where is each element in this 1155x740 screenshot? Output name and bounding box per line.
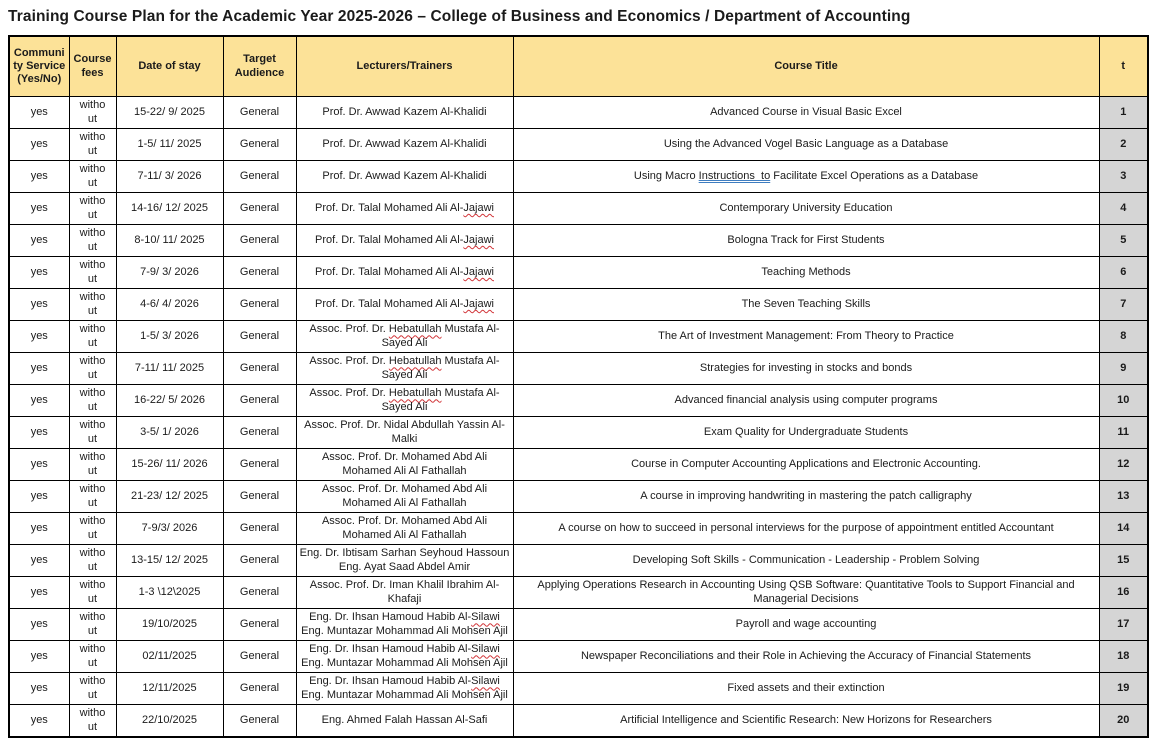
table-row xyxy=(9,129,1148,161)
course-title-text xyxy=(516,170,1097,183)
text-segment: The Seven Teaching Skills xyxy=(741,297,871,310)
course-title-text xyxy=(516,202,1097,215)
course-fees-text: without xyxy=(79,387,106,413)
course-fees-text: without xyxy=(79,259,106,285)
course-title-text xyxy=(516,650,1097,663)
cell-date-of-stay: 7-11/ 3/ 2026 xyxy=(116,161,223,193)
table-row xyxy=(9,513,1148,545)
lecturer-line xyxy=(299,323,511,349)
cell-course-fees xyxy=(69,513,116,545)
cell-course-fees xyxy=(69,641,116,673)
course-title-text xyxy=(516,234,1097,247)
text-segment: Applying Operations Research in Accounting Using QSB Software: Quantitative Tools to Support Financial and Managerial Decisions xyxy=(537,579,1075,605)
cell-date-of-stay: 21-23/ 12/ 2025 xyxy=(116,481,223,513)
header-lecturers-trainers: Lecturers/Trainers xyxy=(296,36,513,97)
cell-course-fees xyxy=(69,705,116,738)
cell-date-of-stay: 16-22/ 5/ 2026 xyxy=(116,385,223,417)
cell-target-audience: General xyxy=(223,225,296,257)
cell-course-title xyxy=(513,321,1099,353)
text-segment: Eng. Ayat Saad Abdel Amir xyxy=(338,560,471,573)
text-segment: Hebatullah xyxy=(388,323,442,336)
text-segment: Assoc. Prof. Dr. Mohamed Abd Ali Mohamed Ali Al Fathallah xyxy=(321,515,488,541)
course-fees-text: without xyxy=(79,227,106,253)
cell-date-of-stay: 7-11/ 11/ 2025 xyxy=(116,353,223,385)
lecturer-line xyxy=(299,138,511,151)
text-segment: Using Macro xyxy=(633,169,699,182)
cell-target-audience: General xyxy=(223,705,296,738)
lecturer-line xyxy=(299,515,511,541)
text-segment: Eng. Ahmed Falah Hassan Al-Safi xyxy=(321,713,488,726)
cell-index: 10 xyxy=(1099,385,1148,417)
cell-target-audience: General xyxy=(223,513,296,545)
cell-lecturers xyxy=(296,225,513,257)
cell-date-of-stay: 02/11/2025 xyxy=(116,641,223,673)
course-fees-text: without xyxy=(79,547,106,573)
cell-course-fees xyxy=(69,321,116,353)
cell-index: 4 xyxy=(1099,193,1148,225)
table-row xyxy=(9,193,1148,225)
lecturer-line xyxy=(299,451,511,477)
text-segment: Prof. Dr. Talal Mohamed Ali Al- xyxy=(315,233,464,246)
cell-lecturers xyxy=(296,385,513,417)
cell-course-title xyxy=(513,705,1099,738)
course-title-text xyxy=(516,458,1097,471)
cell-index: 15 xyxy=(1099,545,1148,577)
lecturer-line xyxy=(299,106,511,119)
lecturer-line xyxy=(299,234,511,247)
cell-lecturers xyxy=(296,417,513,449)
lecturer-line xyxy=(299,579,511,605)
text-segment: Strategies for investing in stocks and bonds xyxy=(699,361,913,374)
cell-index: 19 xyxy=(1099,673,1148,705)
cell-course-fees xyxy=(69,193,116,225)
lecturer-line xyxy=(299,643,511,656)
lecturer-line xyxy=(299,714,511,727)
cell-course-fees xyxy=(69,545,116,577)
course-fees-text: without xyxy=(79,195,106,221)
course-fees-text: without xyxy=(79,451,106,477)
text-segment: Eng. Dr. Ihsan Hamoud Habib Al- xyxy=(309,675,472,688)
cell-course-fees xyxy=(69,449,116,481)
text-segment: Exam Quality for Undergraduate Students xyxy=(703,425,909,438)
table-header xyxy=(9,36,1148,97)
cell-community-service: yes xyxy=(9,673,69,705)
text-segment: Eng. Dr. Ihsan Hamoud Habib Al- xyxy=(309,643,472,656)
cell-date-of-stay: 22/10/2025 xyxy=(116,705,223,738)
text-segment: Jajawi xyxy=(463,201,494,214)
cell-lecturers xyxy=(296,97,513,129)
text-segment: Bologna Track for First Students xyxy=(727,233,885,246)
text-segment: Artificial Intelligence and Scientific Research: New Horizons for Researchers xyxy=(620,713,992,726)
cell-community-service: yes xyxy=(9,385,69,417)
text-segment: Eng. Muntazar Mohammad Ali Mohsen Ajil xyxy=(301,688,508,701)
cell-lecturers xyxy=(296,289,513,321)
text-segment: Mustafa Al-Sayed Ali xyxy=(381,323,500,349)
lecturer-line xyxy=(299,611,511,624)
text-segment: Eng. Muntazar Mohammad Ali Mohsen Ajil xyxy=(301,624,508,637)
text-segment: Assoc. Prof. Dr. Nidal Abdullah Yassin Al-Malki xyxy=(304,419,505,445)
lecturer-line xyxy=(299,547,511,560)
table-row xyxy=(9,385,1148,417)
text-segment: Hebatullah xyxy=(388,355,442,368)
cell-date-of-stay: 1-3 \12\2025 xyxy=(116,577,223,609)
lecturer-line xyxy=(299,298,511,311)
table-row xyxy=(9,257,1148,289)
lecturer-line xyxy=(299,689,511,702)
text-segment: Prof. Dr. Talal Mohamed Ali Al- xyxy=(315,265,464,278)
course-fees-text: without xyxy=(79,515,106,541)
cell-target-audience: General xyxy=(223,289,296,321)
text-segment: Prof. Dr. Talal Mohamed Ali Al- xyxy=(315,201,464,214)
table-row xyxy=(9,609,1148,641)
cell-target-audience: General xyxy=(223,321,296,353)
cell-date-of-stay: 7-9/ 3/ 2026 xyxy=(116,257,223,289)
text-segment: A course on how to succeed in personal interviews for the purpose of appointment entitled Accountant xyxy=(558,521,1054,534)
cell-course-title xyxy=(513,193,1099,225)
cell-course-title xyxy=(513,577,1099,609)
text-segment: Mustafa Al-Sayed Ali xyxy=(381,355,500,381)
cell-community-service: yes xyxy=(9,257,69,289)
cell-index: 5 xyxy=(1099,225,1148,257)
lecturer-line xyxy=(299,266,511,279)
text-segment: Silawi xyxy=(471,643,500,656)
cell-index: 12 xyxy=(1099,449,1148,481)
cell-lecturers xyxy=(296,193,513,225)
course-title-text xyxy=(516,298,1097,311)
cell-lecturers xyxy=(296,673,513,705)
table-row xyxy=(9,577,1148,609)
cell-course-title xyxy=(513,513,1099,545)
header-row xyxy=(9,36,1148,97)
cell-course-fees xyxy=(69,417,116,449)
text-segment: Developing Soft Skills - Communication - Leadership - Problem Solving xyxy=(632,553,980,566)
table-row xyxy=(9,417,1148,449)
text-segment: Prof. Dr. Talal Mohamed Ali Al- xyxy=(315,297,464,310)
course-title-text xyxy=(516,106,1097,119)
course-fees-text: without xyxy=(79,419,106,445)
course-fees-text: without xyxy=(79,611,106,637)
cell-course-fees xyxy=(69,609,116,641)
cell-course-fees xyxy=(69,257,116,289)
cell-community-service: yes xyxy=(9,129,69,161)
cell-community-service: yes xyxy=(9,577,69,609)
cell-date-of-stay: 19/10/2025 xyxy=(116,609,223,641)
lecturer-line xyxy=(299,387,511,413)
cell-course-title xyxy=(513,129,1099,161)
cell-index: 2 xyxy=(1099,129,1148,161)
cell-course-title xyxy=(513,449,1099,481)
text-segment: Using the Advanced Vogel Basic Language as a Database xyxy=(663,137,949,150)
cell-index: 1 xyxy=(1099,97,1148,129)
cell-target-audience: General xyxy=(223,257,296,289)
cell-community-service: yes xyxy=(9,641,69,673)
cell-course-fees xyxy=(69,289,116,321)
text-segment: Prof. Dr. Awwad Kazem Al-Khalidi xyxy=(322,105,487,118)
cell-lecturers xyxy=(296,577,513,609)
table-row xyxy=(9,289,1148,321)
cell-date-of-stay: 15-22/ 9/ 2025 xyxy=(116,97,223,129)
table-body xyxy=(9,97,1148,738)
text-segment: Eng. Muntazar Mohammad Ali Mohsen Ajil xyxy=(301,656,508,669)
cell-lecturers xyxy=(296,705,513,738)
cell-course-title xyxy=(513,97,1099,129)
lecturer-line xyxy=(299,170,511,183)
text-segment: Silawi xyxy=(471,611,500,624)
course-fees-text: without xyxy=(79,323,106,349)
cell-target-audience: General xyxy=(223,353,296,385)
cell-course-fees xyxy=(69,577,116,609)
table-row xyxy=(9,161,1148,193)
table-row xyxy=(9,673,1148,705)
cell-target-audience: General xyxy=(223,129,296,161)
cell-community-service: yes xyxy=(9,289,69,321)
cell-lecturers xyxy=(296,609,513,641)
cell-course-title xyxy=(513,673,1099,705)
cell-community-service: yes xyxy=(9,161,69,193)
course-title-text xyxy=(516,714,1097,727)
text-segment: Course in Computer Accounting Applications and Electronic Accounting. xyxy=(631,457,981,470)
cell-course-fees xyxy=(69,97,116,129)
table-row xyxy=(9,545,1148,577)
cell-date-of-stay: 3-5/ 1/ 2026 xyxy=(116,417,223,449)
table-row xyxy=(9,641,1148,673)
course-fees-text: without xyxy=(79,643,106,669)
text-segment: Teaching Methods xyxy=(761,265,851,278)
text-segment: Prof. Dr. Awwad Kazem Al-Khalidi xyxy=(322,169,487,182)
header-index: t xyxy=(1099,36,1148,97)
cell-target-audience: General xyxy=(223,193,296,225)
course-fees-text: without xyxy=(79,131,106,157)
cell-course-fees xyxy=(69,673,116,705)
cell-date-of-stay: 1-5/ 3/ 2026 xyxy=(116,321,223,353)
header-target-audience: Target Audience xyxy=(223,36,296,97)
text-segment: A course in improving handwriting in mastering the patch calligraphy xyxy=(640,489,972,502)
course-title-text xyxy=(516,138,1097,151)
lecturer-line xyxy=(299,657,511,670)
course-title-text xyxy=(516,579,1097,605)
cell-target-audience: General xyxy=(223,481,296,513)
text-segment: Facilitate Excel Operations as a Database xyxy=(770,169,979,182)
text-segment: Hebatullah xyxy=(388,387,442,400)
cell-course-title xyxy=(513,545,1099,577)
cell-course-fees xyxy=(69,161,116,193)
page-title: Training Course Plan for the Academic Year 2025-2026 – College of Business and Economics / Department of Accounting xyxy=(8,8,911,25)
text-segment: The Art of Investment Management: From Theory to Practice xyxy=(658,329,954,342)
cell-target-audience: General xyxy=(223,417,296,449)
text-segment: Prof. Dr. Awwad Kazem Al-Khalidi xyxy=(322,137,487,150)
text-segment: Assoc. Prof. Dr. xyxy=(309,387,389,400)
course-title-text xyxy=(516,490,1097,503)
text-segment: Jajawi xyxy=(463,265,494,278)
lecturer-line xyxy=(299,675,511,688)
course-title-text xyxy=(516,522,1097,535)
cell-target-audience: General xyxy=(223,641,296,673)
cell-community-service: yes xyxy=(9,705,69,738)
course-fees-text: without xyxy=(79,355,106,381)
course-fees-text: without xyxy=(79,707,106,733)
course-title-text xyxy=(516,682,1097,695)
table-row xyxy=(9,449,1148,481)
header-community-service: Community Service (Yes/No) xyxy=(9,36,69,97)
cell-course-fees xyxy=(69,129,116,161)
text-segment: Advanced financial analysis using computer programs xyxy=(674,393,938,406)
cell-community-service: yes xyxy=(9,321,69,353)
table-row xyxy=(9,705,1148,738)
text-segment: Newspaper Reconciliations and their Role in Achieving the Accuracy of Financial Statements xyxy=(580,649,1032,662)
cell-index: 17 xyxy=(1099,609,1148,641)
cell-index: 6 xyxy=(1099,257,1148,289)
lecturer-line xyxy=(299,202,511,215)
course-fees-text: without xyxy=(79,291,106,317)
cell-course-title xyxy=(513,385,1099,417)
table-row xyxy=(9,481,1148,513)
cell-target-audience: General xyxy=(223,449,296,481)
cell-lecturers xyxy=(296,545,513,577)
cell-date-of-stay: 1-5/ 11/ 2025 xyxy=(116,129,223,161)
cell-target-audience: General xyxy=(223,673,296,705)
header-date-of-stay: Date of stay xyxy=(116,36,223,97)
course-title-text xyxy=(516,618,1097,631)
text-segment: Advanced Course in Visual Basic Excel xyxy=(710,105,902,118)
lecturer-line xyxy=(299,419,511,445)
course-fees-text: without xyxy=(79,483,106,509)
cell-course-title xyxy=(513,225,1099,257)
cell-target-audience: General xyxy=(223,577,296,609)
cell-lecturers xyxy=(296,161,513,193)
lecturer-line xyxy=(299,561,511,574)
lecturer-line xyxy=(299,625,511,638)
text-segment: Assoc. Prof. Dr. Mohamed Abd Ali Mohamed Ali Al Fathallah xyxy=(321,483,488,509)
cell-lecturers xyxy=(296,481,513,513)
course-title-text xyxy=(516,426,1097,439)
cell-index: 18 xyxy=(1099,641,1148,673)
cell-course-fees xyxy=(69,481,116,513)
text-segment: Assoc. Prof. Dr. Iman Khalil Ibrahim Al-Khafaji xyxy=(309,579,500,605)
cell-community-service: yes xyxy=(9,97,69,129)
text-segment: Eng. Dr. Ihsan Hamoud Habib Al- xyxy=(309,611,472,624)
cell-index: 11 xyxy=(1099,417,1148,449)
header-course-fees: Course fees xyxy=(69,36,116,97)
course-fees-text: without xyxy=(79,99,106,125)
cell-target-audience: General xyxy=(223,385,296,417)
cell-lecturers xyxy=(296,353,513,385)
cell-community-service: yes xyxy=(9,417,69,449)
cell-course-title xyxy=(513,353,1099,385)
cell-course-title xyxy=(513,641,1099,673)
cell-course-fees xyxy=(69,225,116,257)
cell-course-fees xyxy=(69,385,116,417)
text-segment: Jajawi xyxy=(463,233,494,246)
cell-course-title xyxy=(513,609,1099,641)
cell-lecturers xyxy=(296,641,513,673)
cell-index: 13 xyxy=(1099,481,1148,513)
cell-community-service: yes xyxy=(9,481,69,513)
cell-date-of-stay: 14-16/ 12/ 2025 xyxy=(116,193,223,225)
course-plan-table xyxy=(8,35,1149,738)
cell-community-service: yes xyxy=(9,545,69,577)
text-segment: Mustafa Al-Sayed Ali xyxy=(381,387,500,413)
cell-course-title xyxy=(513,257,1099,289)
course-title-text xyxy=(516,394,1097,407)
cell-community-service: yes xyxy=(9,225,69,257)
cell-target-audience: General xyxy=(223,97,296,129)
header-course-title: Course Title xyxy=(513,36,1099,97)
cell-community-service: yes xyxy=(9,609,69,641)
cell-course-title xyxy=(513,481,1099,513)
text-segment: Assoc. Prof. Dr. Mohamed Abd Ali Mohamed Ali Al Fathallah xyxy=(321,451,488,477)
cell-index: 14 xyxy=(1099,513,1148,545)
course-title-text xyxy=(516,362,1097,375)
cell-index: 20 xyxy=(1099,705,1148,738)
cell-target-audience: General xyxy=(223,609,296,641)
table-row xyxy=(9,97,1148,129)
cell-date-of-stay: 15-26/ 11/ 2026 xyxy=(116,449,223,481)
text-segment: Fixed assets and their extinction xyxy=(727,681,885,694)
cell-index: 7 xyxy=(1099,289,1148,321)
cell-date-of-stay: 12/11/2025 xyxy=(116,673,223,705)
course-title-text xyxy=(516,554,1097,567)
cell-index: 8 xyxy=(1099,321,1148,353)
cell-lecturers xyxy=(296,257,513,289)
cell-index: 3 xyxy=(1099,161,1148,193)
text-segment: Silawi xyxy=(471,675,500,688)
cell-community-service: yes xyxy=(9,449,69,481)
cell-index: 16 xyxy=(1099,577,1148,609)
cell-course-title xyxy=(513,289,1099,321)
cell-community-service: yes xyxy=(9,193,69,225)
cell-lecturers xyxy=(296,513,513,545)
text-segment: Instructions to xyxy=(698,169,771,182)
cell-date-of-stay: 7-9/3/ 2026 xyxy=(116,513,223,545)
course-fees-text: without xyxy=(79,675,106,701)
table-row xyxy=(9,321,1148,353)
cell-target-audience: General xyxy=(223,161,296,193)
cell-lecturers xyxy=(296,321,513,353)
text-segment: Contemporary University Education xyxy=(719,201,893,214)
cell-target-audience: General xyxy=(223,545,296,577)
text-segment: Payroll and wage accounting xyxy=(735,617,877,630)
table-row xyxy=(9,225,1148,257)
text-segment: Assoc. Prof. Dr. xyxy=(309,323,389,336)
cell-community-service: yes xyxy=(9,353,69,385)
cell-community-service: yes xyxy=(9,513,69,545)
text-segment: Assoc. Prof. Dr. xyxy=(309,355,389,368)
cell-lecturers xyxy=(296,449,513,481)
table-row xyxy=(9,353,1148,385)
cell-lecturers xyxy=(296,129,513,161)
course-fees-text: without xyxy=(79,163,106,189)
cell-date-of-stay: 13-15/ 12/ 2025 xyxy=(116,545,223,577)
cell-course-title xyxy=(513,161,1099,193)
course-title-text xyxy=(516,330,1097,343)
cell-course-title xyxy=(513,417,1099,449)
text-segment: Jajawi xyxy=(463,297,494,310)
course-title-text xyxy=(516,266,1097,279)
cell-course-fees xyxy=(69,353,116,385)
cell-date-of-stay: 4-6/ 4/ 2026 xyxy=(116,289,223,321)
lecturer-line xyxy=(299,355,511,381)
cell-date-of-stay: 8-10/ 11/ 2025 xyxy=(116,225,223,257)
cell-index: 9 xyxy=(1099,353,1148,385)
text-segment: Eng. Dr. Ibtisam Sarhan Seyhoud Hassoun xyxy=(299,547,510,560)
course-fees-text: without xyxy=(79,579,106,605)
lecturer-line xyxy=(299,483,511,509)
